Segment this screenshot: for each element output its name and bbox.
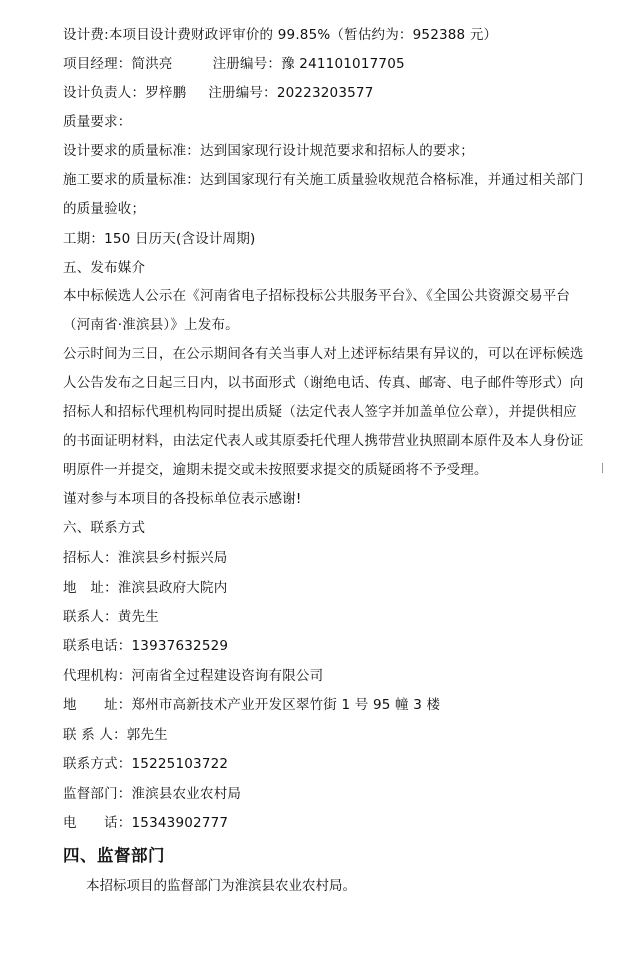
pm-reg-number: 豫 241101017705 bbox=[281, 56, 405, 72]
agency-address-value: 郑州市高新技术产业开发区翠竹街 1 号 95 幢 3 楼 bbox=[131, 697, 441, 713]
contact1-line: 联系人：黄先生 bbox=[63, 609, 159, 625]
dl-reg-label: 注册编号： bbox=[208, 85, 277, 101]
quality-construction-para: 施工要求的质量标准：达到国家现行有关施工质量验收规范合格标准，并通过相关部门的质量验收； bbox=[63, 172, 584, 217]
tenderer-line: 招标人：淮滨县乡村振兴局 bbox=[63, 550, 228, 566]
scan-mark bbox=[602, 463, 603, 473]
tel-line bbox=[63, 814, 586, 832]
contact2-line: 联 系 人：郭先生 bbox=[63, 727, 168, 743]
pm-reg-label: 注册编号： bbox=[212, 56, 282, 72]
dl-label: 设计负责人： bbox=[63, 85, 146, 101]
section5-heading: 五、发布媒介 bbox=[63, 260, 146, 276]
dl-reg-number: 20223203577 bbox=[276, 85, 374, 101]
section4-heading: 四、监督部门 bbox=[63, 846, 165, 865]
agency-line: 代理机构：河南省全过程建设咨询有限公司 bbox=[63, 668, 324, 684]
agency-address-label: 地 址： bbox=[63, 697, 132, 713]
tel-value: 15343902777 bbox=[131, 815, 229, 831]
section4-body: 本招标项目的监督部门为淮滨县农业农村局。 bbox=[86, 878, 356, 894]
agency-address-line bbox=[63, 696, 586, 714]
quality-heading: 质量要求： bbox=[63, 114, 132, 130]
quality-design-line: 设计要求的质量标准：达到国家现行设计规范要求和招标人的要求； bbox=[63, 143, 474, 159]
section6-heading: 六、联系方式 bbox=[63, 520, 146, 536]
design-lead-line bbox=[63, 84, 586, 102]
pm-name: 简洪亮 bbox=[131, 56, 173, 72]
address-label: 地 址： bbox=[63, 580, 118, 596]
address-value: 淮滨县政府大院内 bbox=[117, 580, 228, 596]
phone2-line: 联系方式：15225103722 bbox=[63, 756, 229, 772]
design-fee-line: 设计费:本项目设计费财政评审价的 99.85%（暂估约为：952388 元） bbox=[63, 27, 498, 43]
publish-para: 本中标候选人公示在《河南省电子招标投标公共服务平台》、《全国公共资源交易平台（河南省·淮滨县）》上发布。 bbox=[63, 288, 571, 333]
pm-label: 项目经理： bbox=[63, 56, 132, 72]
objection-para: 公示时间为三日，在公示期间各有关当事人对上述评标结果有异议的，可以在评标候选人公告发布之日起三日内，以书面形式（谢绝电话、传真、邮寄、电子邮件等形式）向招标人和招标代理机构同时提出质疑（法定代表人签字并加盖单位公章），并提供相应的书面证明材料，由法定代表人或其原委托代理人携带营业执照副本原件及本人身份证明原件一并提交，逾期未提交或未按照要求提交的质疑函将不予受理。 bbox=[63, 346, 584, 478]
phone1-line: 联系电话：13937632529 bbox=[63, 638, 229, 654]
project-manager-line bbox=[63, 55, 586, 73]
thanks-line: 谨对参与本项目的各投标单位表示感谢! bbox=[63, 491, 302, 507]
address-line bbox=[63, 579, 586, 597]
period-line: 工期：150 日历天(含设计周期) bbox=[63, 231, 256, 247]
tel-label: 电 话： bbox=[63, 815, 132, 831]
supervisor-line: 监督部门：淮滨县农业农村局 bbox=[63, 786, 242, 802]
dl-name: 罗梓鹏 bbox=[145, 85, 187, 101]
